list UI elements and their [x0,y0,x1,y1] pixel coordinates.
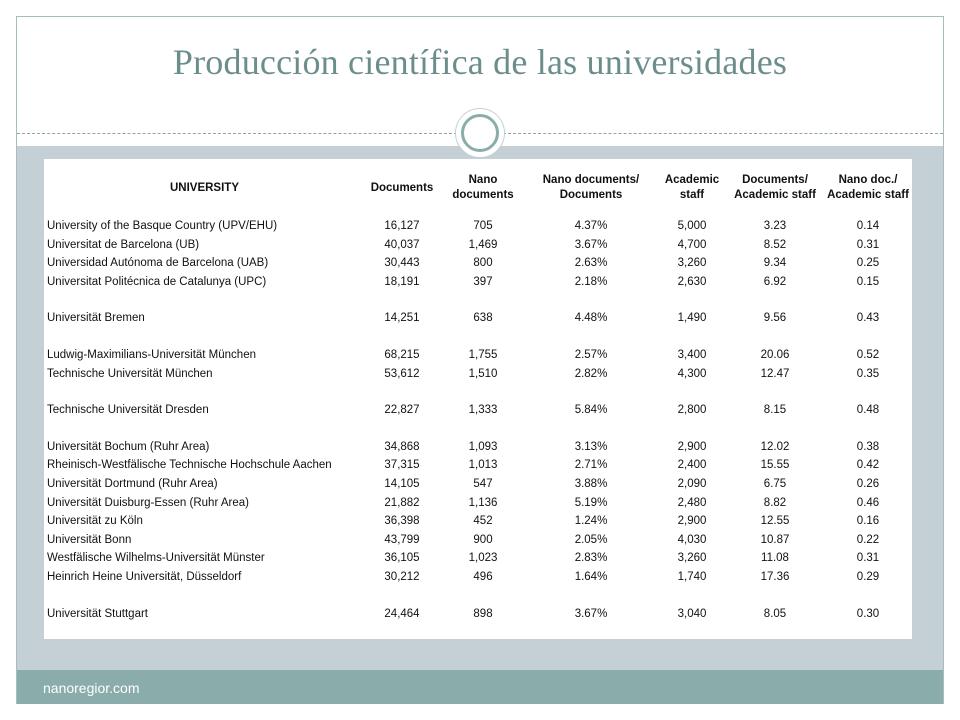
nano-documents-cell: 496 [473,570,493,583]
title-divider-left [17,133,457,134]
group-spacer [44,587,912,605]
nano-documents-cell: 1,510 [468,367,498,380]
docs-per-staff-cell: 20.06 [760,348,790,361]
docs-per-staff-cell: 8.15 [763,404,787,417]
title-divider-right [503,133,943,134]
university-name: Universität Bremen [47,312,145,325]
university-name: Universität Bochum (Ruhr Area) [47,440,210,453]
academic-staff-cell: 3,260 [677,257,707,270]
nano-per-staff-cell: 0.25 [856,257,880,270]
nano-ratio-cell: 4.37% [574,220,608,232]
header-docs-staff-line1: Documents/ [742,174,808,186]
docs-per-staff-cell: 12.02 [760,440,790,453]
nano-documents-cell: 1,755 [468,348,498,361]
nano-ratio-cell: 3.13% [574,440,608,453]
docs-per-staff-cell: 17.36 [760,570,790,583]
nano-documents-cell: 1,333 [468,404,498,417]
academic-staff-cell: 3,260 [677,552,707,565]
documents-cell: 40,037 [384,238,420,251]
docs-per-staff-cell: 15.55 [760,459,790,472]
table-row [44,475,912,494]
header-staff-line2: staff [679,189,705,201]
university-name: Universität Bonn [47,533,132,546]
nano-ratio-cell: 5.84% [574,404,608,417]
university-name: University of the Basque Country (UPV/EHU) [47,220,278,232]
university-name: Heinrich Heine Universität, Düsseldorf [47,570,242,583]
header-docs-per-staff [726,159,824,217]
nano-per-staff-cell: 0.31 [856,238,880,251]
group-spacer-cell [44,291,912,309]
docs-per-staff-cell: 8.82 [763,496,787,509]
header-university [44,159,362,217]
header-staff-line1: Academic [664,174,720,186]
nano-ratio-cell: 2.05% [574,533,608,546]
nano-per-staff-cell: 0.38 [856,440,880,453]
academic-staff-cell: 2,800 [677,404,707,417]
documents-cell: 22,827 [384,404,420,417]
documents-cell: 43,799 [384,533,420,546]
university-name: Universität Stuttgart [47,607,148,620]
nano-ratio-cell: 2.63% [574,257,608,270]
academic-staff-cell: 2,900 [677,440,707,453]
nano-documents-cell: 1,023 [468,552,498,565]
table-row [44,531,912,550]
table-row [44,365,912,384]
nano-ratio-cell: 2.57% [574,348,608,361]
academic-staff-cell: 4,700 [677,238,707,251]
docs-per-staff-cell: 10.87 [760,533,790,546]
academic-staff-cell: 1,740 [677,570,707,583]
group-spacer-cell [44,328,912,346]
university-name: Universität zu Köln [47,515,143,528]
table-row [44,494,912,513]
nano-per-staff-cell: 0.52 [856,348,880,361]
nano-documents-cell: 638 [473,312,493,325]
academic-staff-cell: 3,400 [677,348,707,361]
nano-per-staff-cell: 0.26 [856,477,880,490]
table-row [44,236,912,255]
header-academic-staff [658,159,726,217]
header-documents-label: Documents [370,181,434,194]
docs-per-staff-cell: 8.52 [763,238,787,251]
table-row [44,217,912,236]
nano-documents-cell: 800 [473,257,493,270]
table-row [44,309,912,328]
table-panel [44,159,912,639]
documents-cell: 30,443 [384,257,420,270]
nano-per-staff-cell: 0.14 [856,220,880,232]
docs-per-staff-cell: 11.08 [761,552,789,565]
nano-documents-cell: 1,013 [468,459,498,472]
university-name: Universitat Politécnica de Catalunya (UPC) [47,275,267,288]
table-body [44,217,912,623]
academic-staff-cell: 5,000 [677,220,707,232]
academic-staff-cell: 4,030 [677,533,707,546]
nano-ratio-cell: 2.18% [574,275,608,288]
academic-staff-cell: 2,090 [677,477,707,490]
group-spacer-cell [44,383,912,401]
table-row [44,456,912,475]
documents-cell: 24,464 [384,607,420,620]
docs-per-staff-cell: 12.47 [760,367,790,380]
header-nano-ratio-line2: Documents [559,189,623,201]
academic-staff-cell: 1,490 [677,312,707,325]
documents-cell: 36,398 [384,515,420,528]
nano-ratio-cell: 3.67% [574,607,608,620]
header-documents [362,159,442,217]
university-name: Westfälische Wilhelms-Universität Münster [47,552,265,565]
university-name: Technische Universität Dresden [47,404,209,417]
documents-cell: 14,105 [384,477,420,490]
nano-documents-cell: 1,136 [468,496,498,509]
university-name: Technische Universität München [47,367,213,380]
nano-documents-cell: 452 [473,515,493,528]
nano-per-staff-cell: 0.35 [856,367,880,380]
academic-staff-cell: 3,040 [677,607,707,620]
nano-per-staff-cell: 0.46 [856,496,880,509]
nano-documents-cell: 898 [473,607,493,620]
docs-per-staff-cell: 12.55 [760,515,790,528]
header-nano-ratio [524,159,658,217]
header-docs-staff-line2: Academic staff [734,189,816,201]
docs-per-staff-cell: 3.23 [763,220,787,232]
nano-ratio-cell: 2.83% [574,552,608,565]
docs-per-staff-cell: 6.75 [763,477,787,490]
header-nano-line1: Nano [468,174,498,186]
nano-per-staff-cell: 0.22 [856,533,880,546]
group-spacer [44,383,912,401]
docs-per-staff-cell: 9.34 [763,257,787,270]
documents-cell: 30,212 [384,570,420,583]
nano-ratio-cell: 2.82% [574,367,608,380]
table-row [44,438,912,457]
nano-ratio-cell: 2.71% [574,459,608,472]
nano-per-staff-cell: 0.43 [856,312,880,325]
table-row [44,549,912,568]
documents-cell: 34,868 [384,440,420,453]
table-row [44,273,912,292]
nano-ratio-cell: 5.19% [574,496,608,509]
university-name: Universidad Autónoma de Barcelona (UAB) [47,257,269,270]
table-row [44,254,912,273]
docs-per-staff-cell: 6.92 [763,275,787,288]
university-name: Universität Dortmund (Ruhr Area) [47,477,218,490]
docs-per-staff-cell: 9.56 [763,312,787,325]
footer-source: nanoregior.com [43,680,140,696]
documents-cell: 36,105 [384,552,420,565]
header-nano-line2: documents [452,189,514,201]
table-row [44,605,912,624]
university-name: Rheinisch-Westfälische Technische Hochschule Aachen [47,459,332,472]
nano-per-staff-cell: 0.30 [856,607,880,620]
nano-documents-cell: 1,469 [468,238,498,251]
slide-title: Producción científica de las universidades [172,42,788,82]
academic-staff-cell: 2,480 [677,496,707,509]
table-row [44,346,912,365]
nano-documents-cell: 397 [473,275,493,288]
divider-circle-icon [461,114,499,152]
nano-per-staff-cell: 0.16 [856,515,880,528]
group-spacer [44,328,912,346]
university-table [44,159,912,623]
academic-staff-cell: 2,400 [677,459,707,472]
nano-ratio-cell: 4.48% [574,312,608,325]
nano-ratio-cell: 1.64% [574,570,608,583]
group-spacer-cell [44,420,912,438]
academic-staff-cell: 2,900 [677,515,707,528]
documents-cell: 37,315 [384,459,420,472]
nano-documents-cell: 547 [473,477,493,490]
header-nano-ratio-line1: Nano documents/ [542,174,640,186]
nano-per-staff-cell: 0.15 [856,275,880,288]
table-row [44,512,912,531]
group-spacer [44,420,912,438]
documents-cell: 18,191 [384,275,420,288]
nano-per-staff-cell: 0.48 [856,404,880,417]
university-name: Universitat de Barcelona (UB) [47,238,200,251]
footer-band [17,670,943,704]
university-name: Universität Duisburg-Essen (Ruhr Area) [47,496,249,509]
header-nano-staff-line1: Nano doc./ [838,174,898,186]
nano-ratio-cell: 3.67% [574,238,608,251]
docs-per-staff-cell: 8.05 [763,607,787,620]
nano-per-staff-cell: 0.29 [856,570,880,583]
academic-staff-cell: 2,630 [677,275,707,288]
table-row [44,568,912,587]
university-name: Ludwig-Maximilians-Universität München [47,348,256,361]
documents-cell: 53,612 [384,367,420,380]
documents-cell: 16,127 [384,220,420,232]
nano-documents-cell: 705 [473,220,493,232]
nano-documents-cell: 1,093 [468,440,498,453]
nano-ratio-cell: 3.88% [574,477,608,490]
group-spacer [44,291,912,309]
header-nano-documents [442,159,524,217]
nano-per-staff-cell: 0.31 [856,552,880,565]
header-university-label: UNIVERSITY [169,181,239,194]
academic-staff-cell: 4,300 [677,367,707,380]
header-nano-per-staff [824,159,912,217]
nano-per-staff-cell: 0.42 [856,459,880,472]
group-spacer-cell [44,587,912,605]
header-nano-staff-line2: Academic staff [827,189,909,201]
nano-documents-cell: 900 [473,533,493,546]
documents-cell: 68,215 [384,348,420,361]
documents-cell: 21,882 [384,496,420,509]
table-header-row [44,159,912,217]
table-row [44,401,912,420]
documents-cell: 14,251 [384,312,420,325]
nano-ratio-cell: 1.24% [574,515,608,528]
